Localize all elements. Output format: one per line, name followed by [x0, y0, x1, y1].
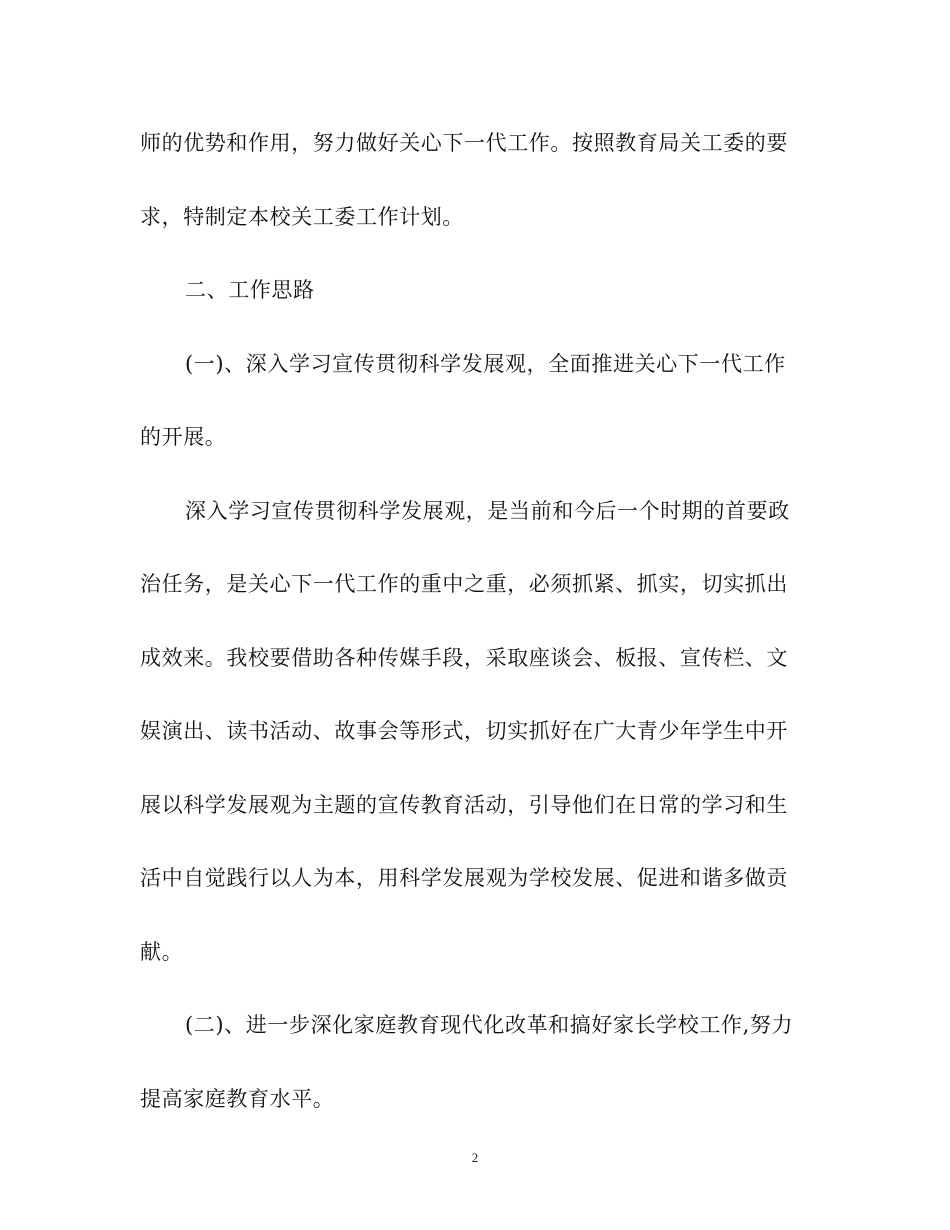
body-text-line: 成效来。我校要借助各种传媒手段，采取座谈会、板报、宣传栏、文 — [140, 646, 788, 670]
subsection-heading: (二)、进一步深化家庭教育现代化改革和搞好家长学校工作,努力 — [185, 1013, 794, 1037]
subsection-heading: (一)、深入学习宣传贯彻科学发展观，全面推进关心下一代工作 — [185, 352, 786, 376]
section-heading: 二、工作思路 — [185, 278, 315, 302]
subsection-heading-continued: 的开展。 — [140, 425, 227, 449]
body-text-line: 献。 — [140, 940, 184, 964]
subsection-heading-continued: 提高家庭教育水平。 — [140, 1087, 335, 1111]
body-text-line: 深入学习宣传贯彻科学发展观，是当前和今后一个时期的首要政 — [185, 499, 790, 523]
page-number: 2 — [471, 1150, 479, 1165]
body-text-line: 活中自觉践行以人为本，用科学发展观为学校发展、促进和谐多做贡 — [140, 866, 788, 890]
body-text-line: 求，特制定本校关工委工作计划。 — [140, 205, 464, 229]
body-text-line: 师的优势和作用，努力做好关心下一代工作。按照教育局关工委的要 — [140, 131, 788, 155]
body-text-line: 展以科学发展观为主题的宣传教育活动，引导他们在日常的学习和生 — [140, 793, 788, 817]
body-text-line: 娱演出、读书活动、故事会等形式，切实抓好在广大青少年学生中开 — [140, 719, 788, 743]
body-text-line: 治任务，是关心下一代工作的重中之重，必须抓紧、抓实，切实抓出 — [140, 572, 788, 596]
